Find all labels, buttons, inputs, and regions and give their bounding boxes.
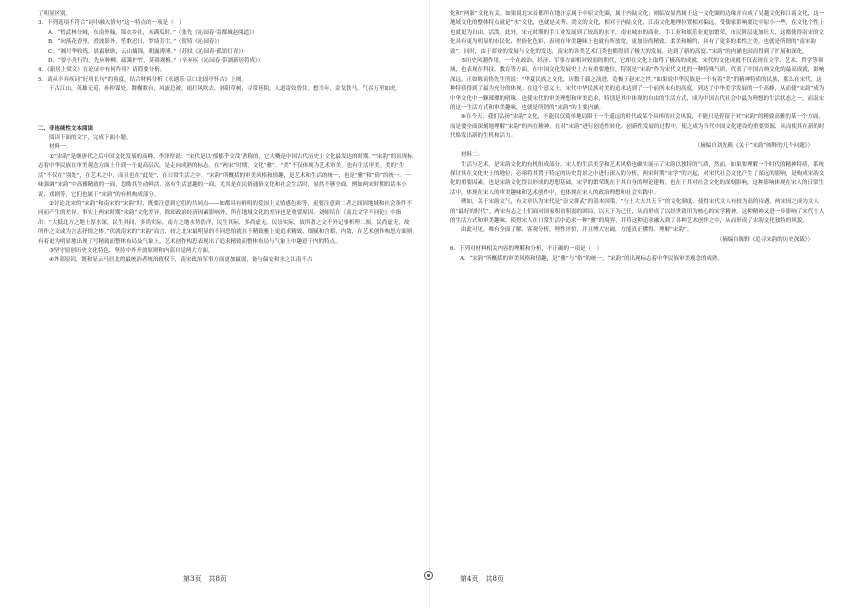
material-label: 材料一： xyxy=(49,144,72,151)
section-heading: 二、非连续性文本阅读 xyxy=(38,125,94,132)
question-3: 3．下列选项不符合“词中融入情句”这一特点的一项是（ ） xyxy=(38,20,185,27)
option-a: A．“暂武林分阃，东南外翰，锦衣乡社，未满瓜时。”（张先《沁园春·寄都城赵阅道》） xyxy=(48,29,258,36)
page-number: 第4页 共8页 xyxy=(460,575,504,583)
article-paragraph: 生活与艺术，是宋韵文化的有机组成部分。宋人的生活美学和艺术风格也确实展示了宋韵以独特的气质，然而，如果要理解一个时代的精神特质，系统探讨其在文化史上的地位，必须将其置于特定的历史背景之中进行深入的分析。两宋时期“宋学”的兴起，对宋代社会文化产生了深远的影响，是构成宋韵文化的重要因素，也是宋韵文化得以形成的思想基础，宋学的繁荣既在于其自身的理论建构，也在于其对社会文化的深刻影响，这种影响体现在宋人的日常生活中，体现在宋人的审美趣味和艺术创作中，也体现在宋人的政治理想和社会实践中。 xyxy=(450,161,825,196)
article-paragraph: 由此可见，唯有全面了解、客观分析，理性评价，并且博大宏阔，方能真正懂得、理解“宋韵”。 xyxy=(461,227,693,234)
material-label: 材料二： xyxy=(461,152,484,159)
option-b: B．“向落花香里，澄波影外，笙歌迟日，罗绮芳尘。”（贺铸《沁园春》） xyxy=(48,39,223,46)
article-paragraph: ⑥在今天，我们弘扬“宋韵”文化，不能仅仅简单地局限于一个遥远的时代或某个具体的社会风貌，不能只是停留于对“宋韵”的精致高雅的某一个方面，而是要全面深刻地理解“宋韵”的内在精神，在对“宋韵”进行创造性转化、创新性发展的过程中，使之成为当代中国文化建设的重要资源，从而使其在新的时代焕发出新的生机和活力。 xyxy=(450,114,825,140)
source-note: （摘编自刘先筱《关于“宋韵”阐释的几个问题》） xyxy=(694,142,813,149)
article-paragraph: ③坚守原创历史文化特色，坚持中外开放原则和内部自觉两大方面。 xyxy=(49,247,214,254)
option-c: C．“湘月华收练，晨霜耿耿，云山摛锦，朝露溥溥。”（苏轼《沁园春·孤馆灯青》） xyxy=(48,48,247,55)
section-instruction: 阅读下面的文字，完成下面小题。 xyxy=(49,135,132,142)
article-paragraph: 化和“两浙”文化有关。如果说北宋首都所在地汴京属于中原文化圈，属于内陆文化；则临安显然属于这一文化圈的边缘并自成了吴越文化和江南文化，这一地域文化的整体特点就是“水”文化，也就是灵秀、尚文的文化，相对于内陆文化，江南文化地理位置相对偏远，受儒家影响要比中原小一些，在文化个性上也就更为自由、活泼。此外，宋元时期的手工业发展到了较高的水平，南宋城市的商业、手工业和娱乐业更加繁荣，市民阶层更加壮大，这都使得南宋的文化具有更为明显的市民化、世俗化色彩，表现在审美趣味上也就有所放宽，更加崇尚精致、柔美和婉约，具有了更多的柔性之美，也就是所谓的“南宋韵致”。同时，由于商业的发展与文化的发达，南宋的各类艺术门类也都得到了极大的发展，达到了新的高度。”宋韵“的内涵也因而得到了扩展和深化。 xyxy=(450,11,825,55)
source-note: （摘编自陈野《追寻宋韵的历史深载》） xyxy=(716,236,813,243)
article-paragraph: ①“宋韵”是继唐代之后中国文化发展的高峰，李泽厚说：“宋代是以’郁郁乎文哉’著称的，它大概是中国古代历史上文化最发达的时期。”“宋韵”的出现标志着中华民族在审美观念方面上升到一个更高层次，是走向成熟的标志。在“两宋”时期，文化“雅”、“美”不仅体现为艺术审美，也有生活审美。美的“生活”不仅在“别处”，在艺术之中，而且也在“此处”，在日常生活之中。“宋韵”所概括的审美风格和情趣，是艺术和生活的统一，也是“雅”和“俗”的统一。一味强调“宋韵”中高雅精致的一面，忽略其生动鲜活、富有生活意趣的一面，尤其是在民俗通俗文化和社会生活时，显然不够全面。例如两宋时期的话本小说、戏剧等，它们也属于“宋韵”的有机构成部分。 xyxy=(38,153,413,198)
page-3-column xyxy=(38,10,413,266)
option-d: D．“要小舟行钓，先应种柳；疏篱护竹，莫碍观梅。”（辛弃疾《沁园春·带湖新居将成》） xyxy=(48,58,264,65)
page-4-column xyxy=(450,10,825,264)
page-4 xyxy=(430,0,860,608)
page-number: 第3页 共8页 xyxy=(183,575,227,583)
text-line: 了明显区别。 xyxy=(38,11,72,17)
option-a: A．“宋韵”所概括的审美风格和情趣，是“雅”与“俗”的统一；“宋韵”的出现标志着中华民族审美观念的成熟。 xyxy=(460,255,723,262)
question-6: 6．下列对材料相关内容的理解和分析，不正确的一项是（ ） xyxy=(450,246,603,253)
poem-text: 千古江山，英雄无觅，孙仲谋处。舞榭歌台，风流总被，雨打风吹去。斜阳草树，寻常巷陌，人道寄奴曾住。想当年，金戈铁马，气吞万里如虎。 xyxy=(49,86,402,93)
article-paragraph: ⑤历史风潮作用，一个在政治、经济、军事方面相对较弱的朝代，它却在文化上取得了极高的成就，宋代的文化成就不仅表现在文学、艺术、哲学等领域，也表现在科技、教育等方面。在中国文化发展史上占有重要地位，特别是“宋韵”作为宋代文化的一种特殊气质，代表了中国古典文化的最高成就，影响深远。正如陈寅恪先生所说：“华夏民族之文化，历数千载之演进，造极于赵宋之世。”如果说中华民族是一个有着“美”的精神特质的民族，那么在宋代，这种特质得到了最为充分的体现。在这个意义上，宋代中华民族对美的追求达到了一个前所未有的高度，到达了中华美学发展的一个高峰，从而使“宋韵”成为中华文化中一颗璀璨的明珠，也使宋代的审美理想和审美追求，特别是其中体现的自由的生活方式，成为中国古代社会中最为理想的生活状态之一，而南宋的这一生活方式和审美趣味，也就是所谓的“宋韵”的主要内涵。 xyxy=(450,58,825,112)
article-paragraph: ②讨论北宋的“宋韵”和南宋的“宋韵”时，既要注意到它们的共同点——如都具有鲜明的爱国主义情感色彩等，更要注意到二者之间因地域和社会条件不同而产生的差异。事实上两宋时期“宋韵”文化差异，除却政治经济因素影响外，所在地域文化的差异也是重要原因。刘师培在《南北文学不同论》中指出：“大抵北方之地土厚水深，民生其间，多尚实际。南方之地水势浩洋，民生其际，多尚虚无。民崇实际，故所著之文不外记事析理二端。民尚虚无，故所作之文或为言志抒情之体。”伏就南宋的“宋韵”而言，较之北宋最明显的不同恐怕就在于精致雅上更追求精致、细腻和含蓄，内敛，在艺术创作构思方面则有着更为明显地出现了写精致而整体布局及气象上。艺术创作构思表现出了追求精致而整体布局与气象上中趣意于内的特点。 xyxy=(38,200,413,245)
article-paragraph: 例如，关于宋韵文气，有文章认为宋代是“崇文抑武”的基本国策，“与士大夫共天下”的文化制度，使得宋代文人有较为高的待遇，两宋因之成为文人的“最好的时代”。两宋有志之士们面对国家积贫积弱的困局，以天下为己任，从而形成了以经世致用为核心的宋学精神，这种精神又进一步影响了宋代士人的生活方式和审美趣味，使得宋人在日常生活中追求一种“雅”的境界，并将这种追求融入到了各种艺术创作之中，从而形成了宋韵文化独特的风貌。 xyxy=(450,199,825,224)
question-4: 4．《新居上梁文》在论证中有何作用？请简要分析。 xyxy=(38,67,166,74)
article-paragraph: ④外部原因，既和显云马居北的最统治者统治政权下，南宋政治军事方面更加羸弱，备与偏安和水之江南不占 xyxy=(49,257,313,264)
question-5: 5．请从辛弃疾词“好用长句”的角度，结合材料分析《永遇乐·京口北固亭怀古》上阕。 xyxy=(38,76,247,83)
